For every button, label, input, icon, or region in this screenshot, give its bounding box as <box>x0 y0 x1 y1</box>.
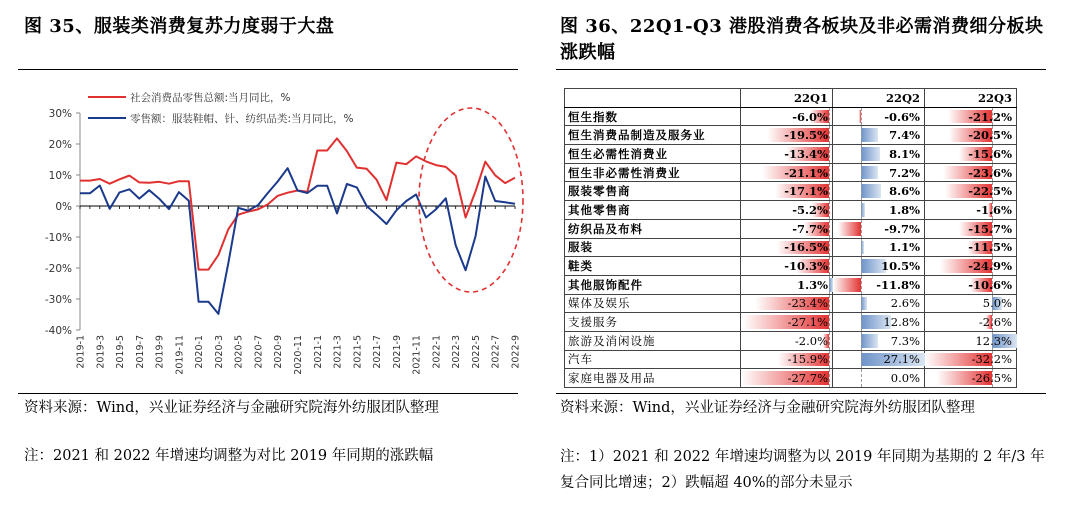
table-row <box>565 126 1017 145</box>
value-text: 0.0% <box>890 371 920 386</box>
value-text: 5.0% <box>982 296 1012 311</box>
value-cell <box>925 201 1017 220</box>
row-label: 旅游及消闲设施 <box>565 331 741 350</box>
value-text: -15.9% <box>787 352 828 367</box>
value-cell <box>741 126 833 145</box>
value-cell <box>741 182 833 201</box>
table-header-cell: 22Q2 <box>833 89 925 108</box>
value-text: 7.3% <box>890 333 920 348</box>
row-label: 家庭电器及用品 <box>565 369 741 388</box>
x-tick-label: 2019-3 <box>95 335 107 369</box>
value-text: -20.5% <box>968 128 1012 143</box>
value-cell <box>833 331 925 350</box>
right-source-text: 资料来源：Wind，兴业证券经济与金融研究院海外纺服团队整理 <box>560 400 975 416</box>
value-text: -27.1% <box>787 315 828 330</box>
table-row <box>565 238 1017 257</box>
row-label: 汽车 <box>565 350 741 369</box>
value-cell <box>925 369 1017 388</box>
positive-data-bar <box>861 128 879 142</box>
row-label: 恒生消费品制造及服务业 <box>565 126 741 145</box>
table-row <box>565 163 1017 182</box>
value-cell <box>741 331 833 350</box>
negative-data-bar <box>833 278 861 292</box>
value-text: -23.6% <box>968 165 1012 180</box>
value-text: -24.9% <box>968 259 1012 274</box>
value-text: 1.3% <box>797 277 828 292</box>
table-row <box>565 294 1017 313</box>
table-row <box>565 275 1017 294</box>
left-source-text: 资料来源：Wind，兴业证券经济与金融研究院海外纺服团队整理 <box>24 400 439 416</box>
series-line-2 <box>80 168 515 314</box>
value-text: -22.5% <box>968 184 1012 199</box>
right-note-text: 注：1）2021 和 2022 年增速均调整为以 2019 年同期为基期的 2 年/3 年复合同比增速；2）跌幅超 40%的部分未显示 <box>560 449 1045 491</box>
value-text: -32.2% <box>971 352 1012 367</box>
value-cell <box>741 163 833 182</box>
value-cell <box>925 294 1017 313</box>
value-cell <box>741 294 833 313</box>
x-tick-label: 2021-7 <box>372 335 384 369</box>
y-tick-label: -30% <box>44 294 72 306</box>
value-text: -6.0% <box>792 109 828 124</box>
row-label: 服装 <box>565 238 741 257</box>
table-row <box>565 219 1017 238</box>
zero-axis-line <box>861 332 862 350</box>
table-row <box>565 107 1017 126</box>
value-cell <box>925 331 1017 350</box>
returns-table <box>564 88 1017 388</box>
value-cell <box>741 145 833 164</box>
x-tick-label: 2022-7 <box>490 335 502 369</box>
value-cell <box>925 275 1017 294</box>
value-text: 8.6% <box>889 184 920 199</box>
positive-data-bar <box>861 334 878 348</box>
value-cell <box>833 219 925 238</box>
value-text: 1.1% <box>889 240 920 255</box>
value-text: -2.0% <box>794 333 828 348</box>
x-tick-label: 2019-11 <box>174 335 186 375</box>
x-tick-label: 2020-5 <box>233 335 245 369</box>
chart-legend <box>88 91 354 125</box>
zero-axis-line <box>829 313 830 331</box>
value-text: 27.1% <box>883 352 920 367</box>
row-label: 纺织品及布料 <box>565 219 741 238</box>
value-cell <box>741 275 833 294</box>
value-text: -21.2% <box>968 109 1012 124</box>
positive-data-bar <box>861 184 881 198</box>
y-tick-label: 10% <box>48 170 72 182</box>
value-text: -11.5% <box>968 240 1012 255</box>
value-text: -15.6% <box>968 146 1012 161</box>
y-tick-label: -10% <box>44 232 72 244</box>
left-figure-title: 图 35、服装类消费复苏力度弱于大盘 <box>24 16 335 37</box>
zero-axis-line <box>861 295 862 313</box>
table-header-cell: 22Q1 <box>741 89 833 108</box>
value-text: 12.8% <box>883 315 920 330</box>
row-label: 服装零售商 <box>565 182 741 201</box>
zero-axis-line <box>861 369 862 387</box>
value-cell <box>925 238 1017 257</box>
value-text: -23.4% <box>787 296 828 311</box>
zero-axis-line <box>829 164 830 182</box>
value-text: -27.7% <box>787 371 828 386</box>
table-row <box>565 350 1017 369</box>
zero-axis-line <box>861 351 862 369</box>
negative-data-bar <box>838 222 861 236</box>
y-tick-label: -20% <box>44 263 72 275</box>
row-label: 其他服饰配件 <box>565 275 741 294</box>
y-tick-label: 30% <box>48 108 72 120</box>
zero-axis-line <box>829 369 830 387</box>
value-text: -5.2% <box>792 202 828 217</box>
value-cell <box>833 107 925 126</box>
zero-axis-line <box>861 313 862 331</box>
left-bottom-rule <box>18 393 518 394</box>
zero-axis-line <box>861 220 862 238</box>
x-tick-label: 2021-3 <box>332 335 344 369</box>
x-tick-label: 2021-11 <box>411 335 423 375</box>
value-text: 2.6% <box>890 296 920 311</box>
value-cell <box>925 350 1017 369</box>
value-cell <box>833 238 925 257</box>
value-cell <box>833 369 925 388</box>
value-text: -1.6% <box>976 202 1012 217</box>
x-axis <box>76 206 522 375</box>
zero-axis-line <box>861 108 862 126</box>
y-axis <box>45 108 80 337</box>
zero-axis-line <box>829 257 830 275</box>
value-cell <box>833 313 925 332</box>
zero-axis-line <box>861 164 862 182</box>
y-tick-label: 0% <box>55 201 72 213</box>
value-text: -10.6% <box>968 277 1012 292</box>
table-row <box>565 182 1017 201</box>
row-label: 支援服务 <box>565 313 741 332</box>
row-label: 恒生必需性消费业 <box>565 145 741 164</box>
zero-axis-line <box>861 257 862 275</box>
value-cell <box>925 163 1017 182</box>
table-row <box>565 313 1017 332</box>
zero-axis-line <box>861 145 862 163</box>
row-label: 其他零售商 <box>565 201 741 220</box>
value-text: 1.8% <box>889 202 920 217</box>
value-text: -17.1% <box>784 184 828 199</box>
series-line-1 <box>80 138 515 269</box>
zero-axis-line <box>861 239 862 257</box>
value-cell <box>833 145 925 164</box>
value-cell <box>833 257 925 276</box>
value-cell <box>925 126 1017 145</box>
x-tick-label: 2022-9 <box>510 335 522 369</box>
zero-axis-line <box>829 201 830 219</box>
value-text: 7.4% <box>889 128 920 143</box>
zero-axis-line <box>861 126 862 144</box>
zero-axis-line <box>829 126 830 144</box>
value-cell <box>741 313 833 332</box>
value-cell <box>833 294 925 313</box>
zero-axis-line <box>829 295 830 313</box>
x-tick-label: 2020-9 <box>273 335 285 369</box>
right-figure-title: 图 36、22Q1-Q3 港股消费各板块及非必需消费细分板块涨跌幅 <box>560 16 1044 63</box>
zero-axis-line <box>861 276 862 294</box>
zero-axis-line <box>829 351 830 369</box>
table-header-cell <box>565 89 741 108</box>
zero-axis-line <box>829 182 830 200</box>
value-cell <box>741 238 833 257</box>
x-tick-label: 2021-9 <box>391 335 403 369</box>
table-row <box>565 145 1017 164</box>
line-chart <box>18 71 528 393</box>
zero-axis-line <box>829 276 830 294</box>
value-text: -7.7% <box>792 221 828 236</box>
zero-axis-line <box>829 108 830 126</box>
right-bottom-rule <box>556 393 1046 394</box>
value-cell <box>833 182 925 201</box>
x-tick-label: 2022-3 <box>451 335 463 369</box>
x-tick-label: 2020-3 <box>213 335 225 369</box>
value-cell <box>833 163 925 182</box>
table-row <box>565 369 1017 388</box>
value-cell <box>741 350 833 369</box>
x-tick-label: 2022-5 <box>470 335 482 369</box>
row-label: 鞋类 <box>565 257 741 276</box>
zero-axis-line <box>861 201 862 219</box>
zero-axis-line <box>861 182 862 200</box>
left-top-rule <box>18 69 518 70</box>
table-row <box>565 331 1017 350</box>
zero-axis-line <box>829 239 830 257</box>
value-text: -11.8% <box>876 277 920 292</box>
value-cell <box>833 126 925 145</box>
value-cell <box>925 107 1017 126</box>
left-note-text: 注：2021 和 2022 年增速均调整为对比 2019 年同期的涨跌幅 <box>24 448 434 464</box>
value-cell <box>925 219 1017 238</box>
row-label: 媒体及娱乐 <box>565 294 741 313</box>
value-cell <box>925 182 1017 201</box>
x-tick-label: 2019-5 <box>115 335 127 369</box>
x-tick-label: 2019-1 <box>75 335 87 369</box>
value-text: -26.5% <box>971 371 1012 386</box>
value-text: -9.7% <box>884 221 920 236</box>
zero-axis-line <box>829 332 830 350</box>
row-label: 恒生非必需性消费业 <box>565 163 741 182</box>
value-text: -0.6% <box>884 109 920 124</box>
x-tick-label: 2020-1 <box>194 335 206 369</box>
x-tick-label: 2019-7 <box>134 335 146 369</box>
legend-label-1: 社会消费品零售总额:当月同比，% <box>130 92 291 104</box>
value-text: -10.3% <box>784 259 828 274</box>
table-header-row <box>565 89 1017 108</box>
positive-data-bar <box>861 147 880 161</box>
value-text: 7.2% <box>889 165 920 180</box>
value-text: 8.1% <box>889 146 920 161</box>
value-cell <box>833 350 925 369</box>
x-tick-label: 2021-1 <box>312 335 324 369</box>
x-tick-label: 2020-7 <box>253 335 265 369</box>
row-label: 恒生指数 <box>565 107 741 126</box>
value-text: 12.3% <box>975 333 1012 348</box>
table-header-cell: 22Q3 <box>925 89 1017 108</box>
value-text: -19.5% <box>784 128 828 143</box>
value-text: -16.5% <box>784 240 828 255</box>
x-tick-label: 2020-11 <box>293 335 304 375</box>
value-cell <box>833 275 925 294</box>
chart-series-lines <box>80 138 515 314</box>
value-cell <box>925 257 1017 276</box>
y-tick-label: -40% <box>44 325 72 337</box>
x-tick-label: 2022-1 <box>431 335 443 369</box>
value-cell <box>741 107 833 126</box>
x-tick-label: 2019-9 <box>154 335 166 369</box>
right-top-rule <box>556 69 1046 70</box>
value-cell <box>741 219 833 238</box>
highlight-ellipse <box>419 108 523 292</box>
value-cell <box>741 369 833 388</box>
table-row <box>565 201 1017 220</box>
table-row <box>565 257 1017 276</box>
value-text: -21.1% <box>784 165 828 180</box>
positive-data-bar <box>861 166 878 180</box>
value-text: -2.6% <box>978 315 1012 330</box>
zero-axis-line <box>829 145 830 163</box>
value-text: 10.5% <box>881 259 920 274</box>
value-cell <box>925 313 1017 332</box>
value-cell <box>741 257 833 276</box>
value-cell <box>833 201 925 220</box>
legend-label-2: 零售额：服装鞋帽、针、纺织品类:当月同比，% <box>130 113 354 125</box>
x-tick-label: 2021-5 <box>352 335 364 369</box>
value-cell <box>741 201 833 220</box>
zero-axis-line <box>829 220 830 238</box>
value-text: -13.4% <box>784 146 828 161</box>
value-cell <box>925 145 1017 164</box>
y-tick-label: 20% <box>48 139 72 151</box>
value-text: -15.7% <box>968 221 1012 236</box>
